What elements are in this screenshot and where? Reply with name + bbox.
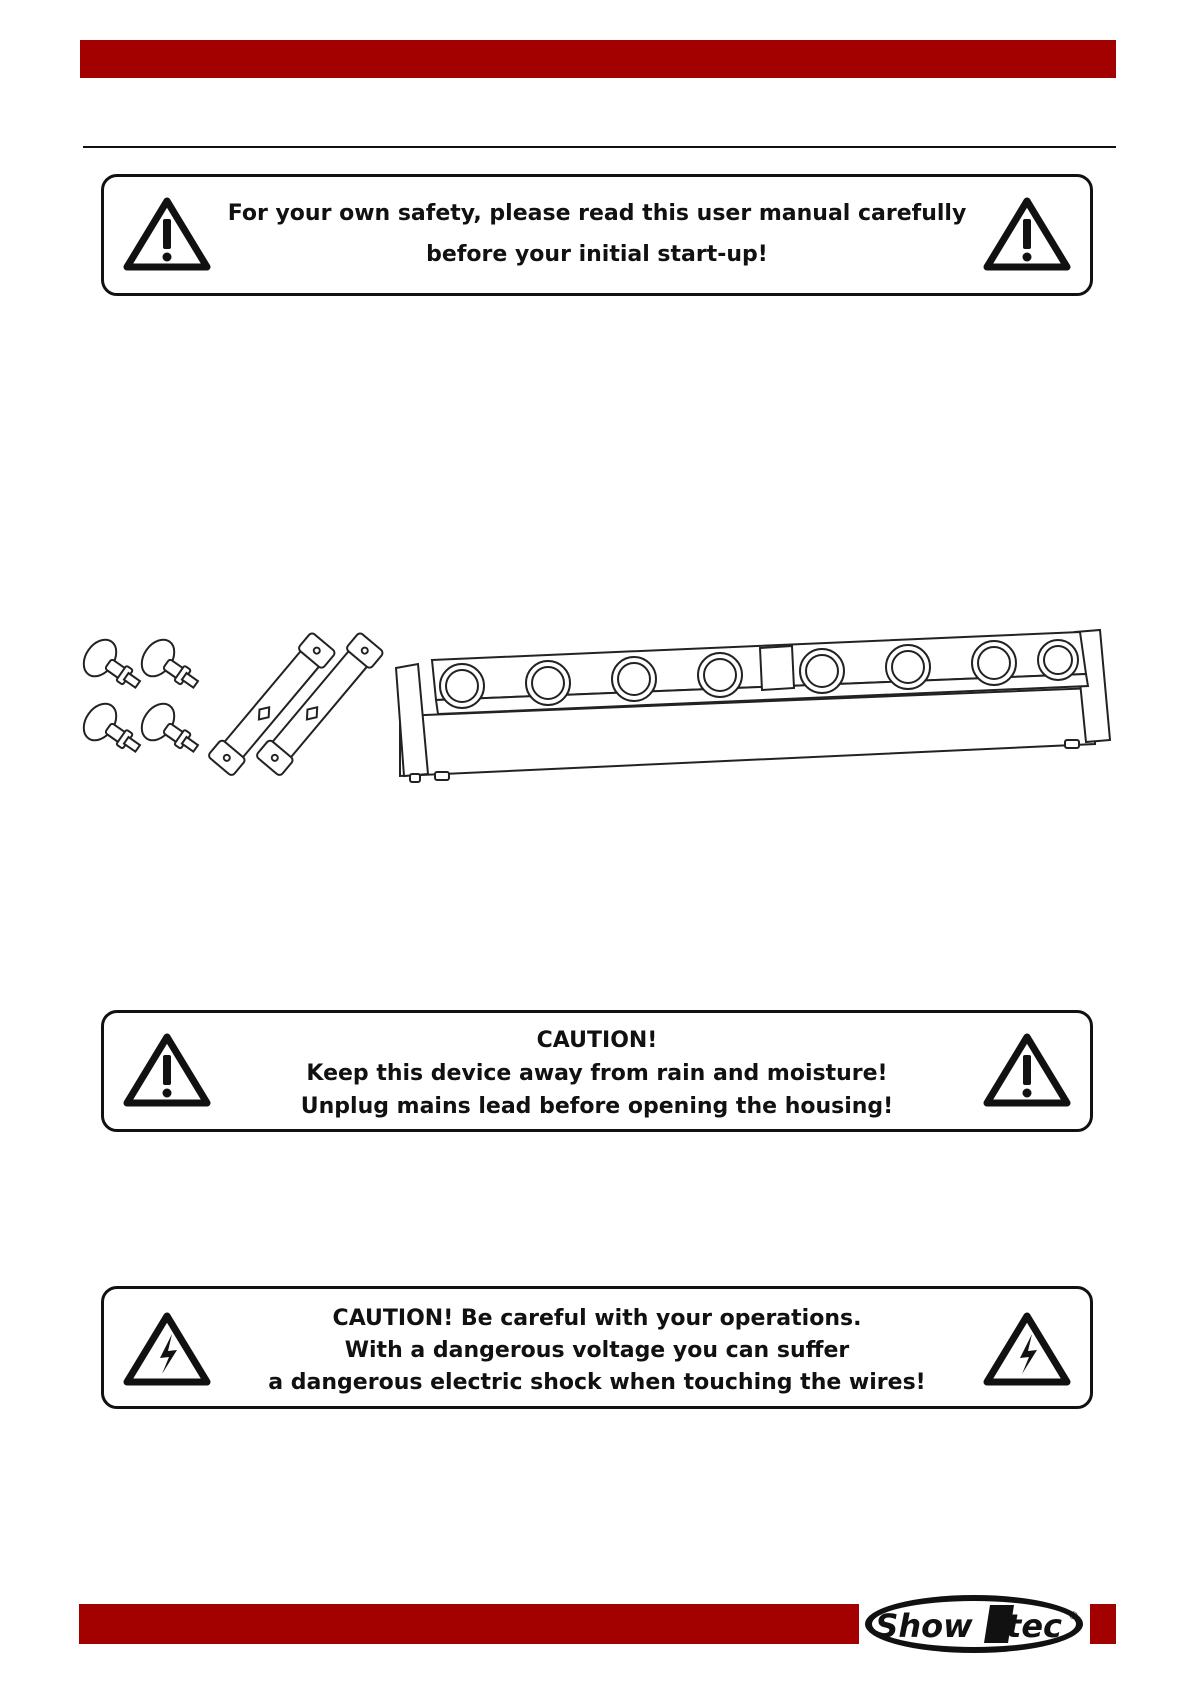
safety-line-2: before your initial start-up!	[426, 242, 768, 267]
showtec-logo	[862, 1592, 1086, 1656]
lightning-triangle-icon	[122, 1310, 212, 1388]
electric-shock-notice-text	[224, 1303, 970, 1399]
safety-line-1: For your own safety, please read this user manual carefully	[227, 201, 967, 226]
safety-notice-box	[101, 174, 1093, 296]
exclamation-triangle-icon	[122, 1031, 212, 1109]
caution-notice-box	[101, 1010, 1093, 1132]
header-rule	[83, 146, 1116, 148]
exclamation-triangle-icon	[982, 195, 1072, 273]
thumb-screws-illustration	[80, 634, 207, 765]
caution-notice-text	[224, 1024, 970, 1123]
footer-bar-end	[1090, 1604, 1116, 1644]
product-illustration	[80, 626, 1120, 786]
caution-line-3: Unplug mains lead before opening the housing!	[300, 1094, 894, 1119]
shock-line-2: With a dangerous voltage you can suffer	[344, 1338, 850, 1363]
led-bar-fixture-illustration	[396, 630, 1110, 782]
shock-line-3: a dangerous electric shock when touching the wires!	[268, 1370, 926, 1395]
logo-text-tec: tec	[1006, 1607, 1062, 1645]
caution-line-1: CAUTION!	[536, 1028, 658, 1053]
lightning-triangle-icon	[982, 1310, 1072, 1388]
header-bar	[80, 40, 1116, 78]
logo-text-show: Show	[875, 1607, 973, 1645]
electric-shock-notice-box	[101, 1286, 1093, 1409]
exclamation-triangle-icon	[122, 195, 212, 273]
footer-bar	[79, 1604, 859, 1644]
exclamation-triangle-icon	[982, 1031, 1072, 1109]
logo-registered-mark: ®	[1068, 1609, 1079, 1622]
mounting-brackets-illustration	[207, 632, 384, 777]
caution-line-2: Keep this device away from rain and moisture!	[306, 1061, 888, 1086]
shock-line-1: CAUTION! Be careful with your operations.	[332, 1306, 862, 1331]
safety-notice-text	[224, 193, 970, 275]
